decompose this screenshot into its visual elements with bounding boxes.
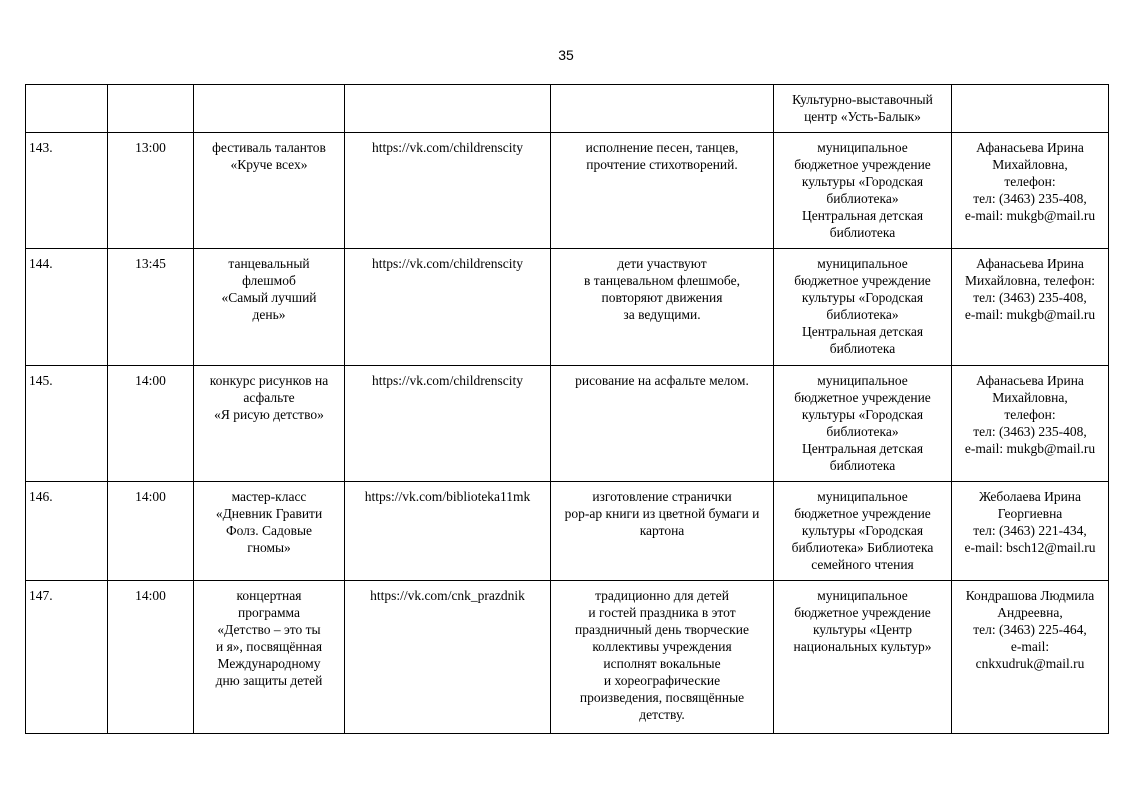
contact-line: тел: (3463) 235-408, (973, 290, 1087, 305)
table-row (26, 366, 1109, 482)
row-number-cell: 146. (26, 482, 108, 581)
event-link-cell: https://vk.com/childrenscity (345, 249, 551, 366)
contact-line: e-mail: mukgb@mail.ru (964, 441, 1096, 456)
organization-cell (774, 249, 952, 366)
event-description-line: исполнят вокальные (603, 656, 721, 671)
event-title-line: «Самый лучший (221, 290, 317, 305)
organization-line: культуры «Городская (801, 407, 924, 422)
time-cell: 13:45 (108, 249, 194, 366)
event-title-line: «Дневник Гравити (215, 506, 323, 521)
organization-line: муниципальное (817, 140, 908, 155)
event-description-cell (551, 85, 774, 133)
time-cell (108, 85, 194, 133)
organization-line: библиотека» (826, 424, 899, 439)
event-title-line: «Я рисую детство» (214, 407, 324, 422)
contact-line: Михайловна, (992, 157, 1068, 172)
contact-line: Кондрашова Людмила (965, 588, 1095, 603)
organization-line: библиотека (829, 458, 896, 473)
event-title-line: мастер-класс (231, 489, 307, 504)
event-description-line: за ведущими. (623, 307, 701, 322)
organization-line: Культурно-выставочный (792, 92, 933, 107)
contact-line: Михайловна, (992, 390, 1068, 405)
organization-line: культуры «Центр (812, 622, 913, 637)
organization-line: библиотека (829, 225, 896, 240)
row-number-cell: 144. (26, 249, 108, 366)
event-description-line: прочтение стихотворений. (586, 157, 738, 172)
event-link-cell (345, 85, 551, 133)
organization-line: культуры «Городская (801, 174, 924, 189)
event-title-cell (194, 249, 345, 366)
event-description-cell (551, 366, 774, 482)
contact-cell (952, 482, 1109, 581)
event-title-line: «Круче всех» (230, 157, 308, 172)
event-link-cell: https://vk.com/childrenscity (345, 133, 551, 249)
organization-cell (774, 581, 952, 734)
event-description-line: pop-ap книги из цветной бумаги и (564, 506, 760, 521)
continuation-row (26, 85, 1109, 133)
event-title-line: программа (238, 605, 300, 620)
organization-line: бюджетное учреждение (794, 390, 931, 405)
contact-line: e-mail: bsch12@mail.ru (964, 540, 1096, 555)
event-title-line: Фолз. Садовые (225, 523, 313, 538)
event-title-cell (194, 366, 345, 482)
organization-line: бюджетное учреждение (794, 273, 931, 288)
contact-line: Михайловна, телефон: (964, 273, 1096, 288)
table-row (26, 482, 1109, 581)
event-link-cell: https://vk.com/childrenscity (345, 366, 551, 482)
event-description-line: рисование на асфальте мелом. (575, 373, 749, 388)
contact-line: Жеболаева Ирина (978, 489, 1082, 504)
contact-line: e-mail: mukgb@mail.ru (964, 208, 1096, 223)
organization-line: бюджетное учреждение (794, 506, 931, 521)
event-title-cell (194, 85, 345, 133)
contact-cell (952, 133, 1109, 249)
contact-line: Афанасьева Ирина (976, 140, 1084, 155)
organization-cell (774, 133, 952, 249)
event-description-cell (551, 581, 774, 734)
organization-line: культуры «Городская (801, 290, 924, 305)
contact-line: Андреевна, (997, 605, 1063, 620)
contact-line: Афанасьева Ирина (976, 256, 1084, 271)
event-link-cell: https://vk.com/biblioteka11mk (345, 482, 551, 581)
row-number-cell: 143. (26, 133, 108, 249)
event-title-line: день» (252, 307, 286, 322)
organization-line: библиотека» (826, 191, 899, 206)
contact-cell (952, 249, 1109, 366)
organization-line: семейного чтения (811, 557, 914, 572)
organization-line: Центральная детская (801, 324, 924, 339)
event-title-line: танцевальный (228, 256, 310, 271)
organization-line: библиотека (829, 341, 896, 356)
event-title-line: «Детство – это ты (217, 622, 321, 637)
event-description-line: праздничный день творческие (575, 622, 749, 637)
organization-line: бюджетное учреждение (794, 157, 931, 172)
contact-line: Афанасьева Ирина (976, 373, 1084, 388)
contact-line: cnkxudruk@mail.ru (975, 656, 1085, 671)
event-description-cell (551, 133, 774, 249)
table-row (26, 581, 1109, 734)
contact-line: телефон: (1004, 407, 1056, 422)
event-title-line: конкурс рисунков на (209, 373, 329, 388)
event-description-cell (551, 482, 774, 581)
time-cell: 14:00 (108, 366, 194, 482)
event-title-line: флешмоб (242, 273, 296, 288)
organization-line: муниципальное (817, 489, 908, 504)
event-title-cell (194, 133, 345, 249)
time-cell: 14:00 (108, 581, 194, 734)
contact-cell (952, 581, 1109, 734)
event-description-line: и хореографические (603, 673, 721, 688)
event-description-line: детству. (639, 707, 685, 722)
event-title-line: дню защиты детей (215, 673, 323, 688)
event-title-line: фестиваль талантов (212, 140, 326, 155)
organization-line: библиотека» Библиотека (791, 540, 934, 555)
event-link-cell: https://vk.com/cnk_prazdnik (345, 581, 551, 734)
organization-line: национальных культур» (793, 639, 932, 654)
event-description-cell (551, 249, 774, 366)
contact-line: телефон: (1004, 174, 1056, 189)
event-description-line: исполнение песен, танцев, (585, 140, 739, 155)
event-title-cell (194, 581, 345, 734)
event-title-line: асфальте (243, 390, 295, 405)
organization-line: Центральная детская (801, 208, 924, 223)
organization-line: культуры «Городская (801, 523, 924, 538)
event-description-line: изготовление странички (592, 489, 732, 504)
event-description-line: в танцевальном флешмобе, (584, 273, 740, 288)
row-number-cell: 147. (26, 581, 108, 734)
event-description-line: повторяют движения (601, 290, 723, 305)
event-title-line: гномы» (247, 540, 291, 555)
time-cell: 13:00 (108, 133, 194, 249)
events-table (25, 84, 1109, 734)
page-number: 35 (558, 47, 574, 63)
event-description-line: картона (639, 523, 685, 538)
event-description-line: дети участвуют (617, 256, 707, 271)
organization-line: библиотека» (826, 307, 899, 322)
row-number-cell: 145. (26, 366, 108, 482)
contact-line: тел: (3463) 235-408, (973, 191, 1087, 206)
event-title-line: и я», посвящённая (215, 639, 323, 654)
row-number-cell (26, 85, 108, 133)
contact-line: Георгиевна (997, 506, 1063, 521)
contact-line: тел: (3463) 221-434, (973, 523, 1087, 538)
time-cell: 14:00 (108, 482, 194, 581)
event-description-line: и гостей праздника в этот (588, 605, 736, 620)
organization-line: Центральная детская (801, 441, 924, 456)
contact-cell (952, 366, 1109, 482)
table-row (26, 249, 1109, 366)
contact-line: тел: (3463) 225-464, (973, 622, 1087, 637)
organization-cell (774, 366, 952, 482)
contact-line: тел: (3463) 235-408, (973, 424, 1087, 439)
event-description-line: произведения, посвящённые (579, 690, 745, 705)
organization-line: муниципальное (817, 588, 908, 603)
event-description-line: коллективы учреждения (592, 639, 732, 654)
event-title-cell (194, 482, 345, 581)
contact-line: e-mail: mukgb@mail.ru (964, 307, 1096, 322)
organization-line: муниципальное (817, 256, 908, 271)
organization-line: центр «Усть-Балык» (804, 109, 921, 124)
table-row (26, 133, 1109, 249)
organization-line: бюджетное учреждение (794, 605, 931, 620)
contact-line: e-mail: (1010, 639, 1050, 654)
organization-cell (774, 482, 952, 581)
organization-line: муниципальное (817, 373, 908, 388)
event-title-line: концертная (236, 588, 302, 603)
contact-cell (952, 85, 1109, 133)
event-title-line: Международному (217, 656, 321, 671)
events-table-body (26, 85, 1109, 734)
organization-cell (774, 85, 952, 133)
event-description-line: традиционно для детей (595, 588, 729, 603)
